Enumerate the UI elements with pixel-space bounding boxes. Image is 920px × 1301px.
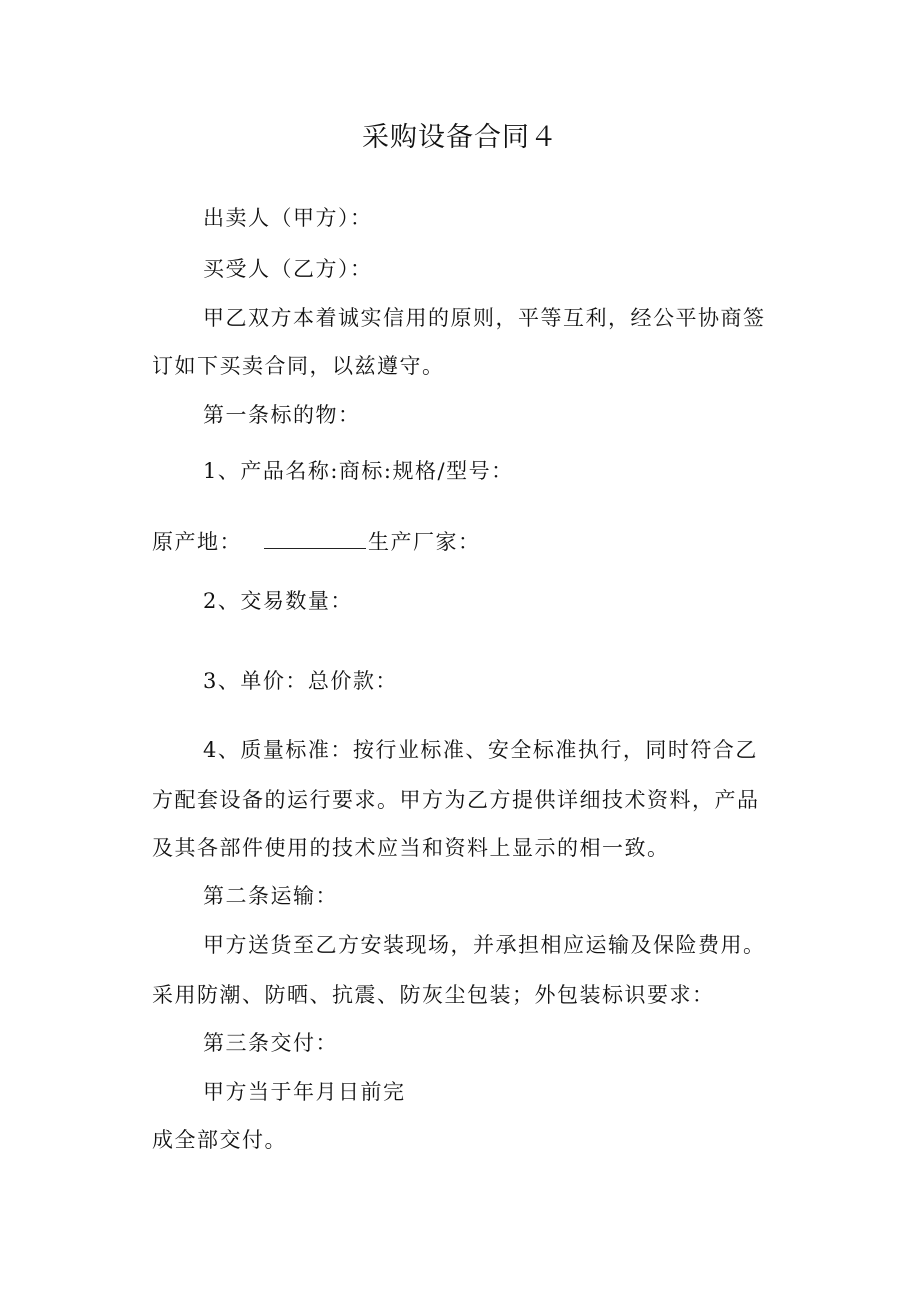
seller-line: 出卖人（甲方）： — [203, 206, 373, 230]
item-3-price: 3、单价：总价款： — [203, 669, 398, 693]
article-3-line-2: 成全部交付。 — [152, 1128, 287, 1152]
manufacturer-label: 生产厂家： — [368, 530, 481, 554]
item-1-product: 1、产品名称:商标:规格/型号： — [203, 459, 514, 483]
item-4-line-2: 方配套设备的运行要求。甲方为乙方提供详细技术资料，产品 — [152, 788, 760, 812]
article-2-heading: 第二条运输： — [203, 884, 338, 908]
origin-label: 原产地： — [152, 530, 242, 554]
buyer-line: 买受人（乙方）： — [203, 257, 373, 281]
article-3-line-1: 甲方当于年月日前完 — [203, 1080, 406, 1104]
origin-line — [152, 526, 481, 557]
intro-line-2: 订如下买卖合同，以兹遵守。 — [152, 354, 445, 378]
article-1-heading: 第一条标的物： — [203, 403, 361, 427]
item-2-quantity: 2、交易数量： — [203, 589, 353, 613]
document-title: 采购设备合同４ — [362, 122, 558, 153]
intro-line-1: 甲乙双方本着诚实信用的原则，平等互利，经公平协商签 — [203, 306, 766, 330]
item-4-line-1: 4、质量标准：按行业标准、安全标准执行，同时符合乙 — [203, 738, 758, 762]
article-2-line-2: 采用防潮、防晒、抗震、防灰尘包装；外包装标识要求： — [152, 983, 715, 1007]
origin-blank — [264, 526, 366, 549]
item-4-line-3: 及其各部件使用的技术应当和资料上显示的相一致。 — [152, 836, 670, 860]
article-3-heading: 第三条交付： — [203, 1031, 338, 1055]
article-2-line-1: 甲方送货至乙方安装现场，并承担相应运输及保险费用。 — [203, 933, 766, 957]
